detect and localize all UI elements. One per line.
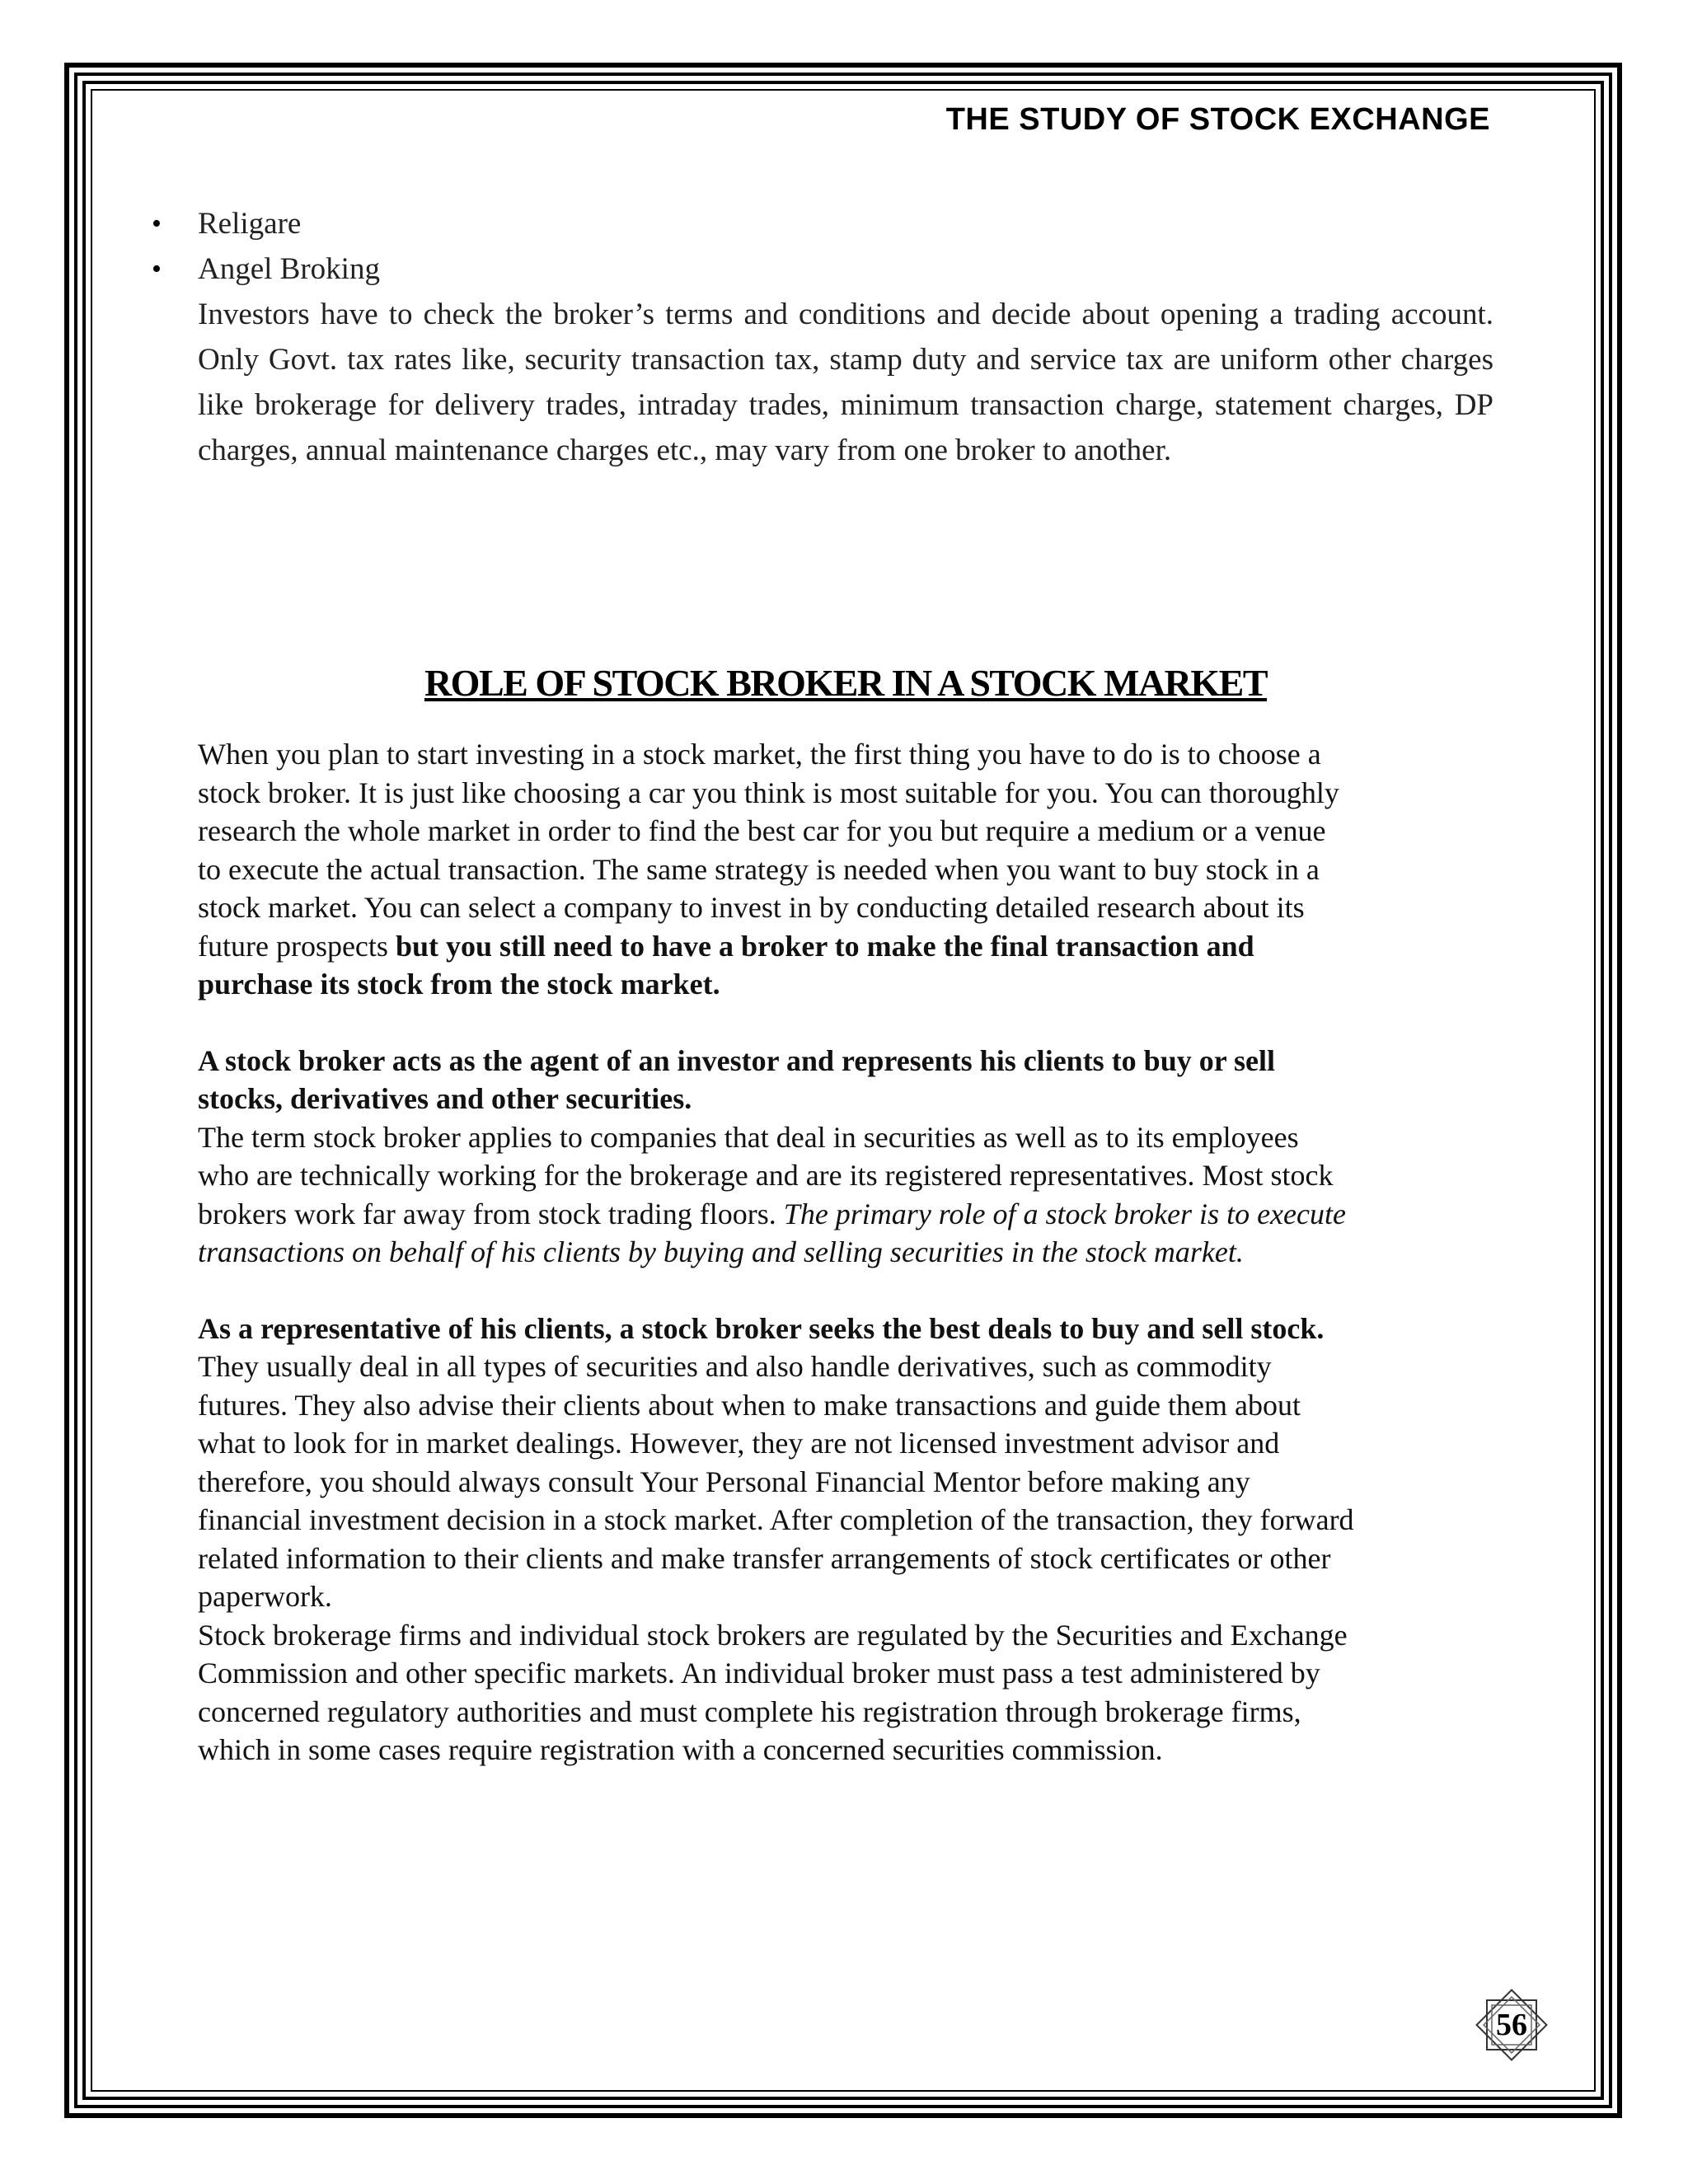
text-span: brokers work far away from stock trading floors. xyxy=(198,1197,784,1230)
bold-text: but you still need to have a broker to make the final transaction and xyxy=(395,929,1254,963)
paragraph-gap xyxy=(198,1004,1517,1042)
text-line xyxy=(198,1042,1517,1080)
intro-paragraph: Investors have to check the broker’s terms and conditions and decide about opening a trading account. Only Govt. tax rates like, security transaction tax, stamp duty and service tax are uniform other charges like brokerage for delivery trades, intraday trades, minimum transaction charge, statement charges, DP charges, annual maintenance charges etc., may vary from one broker to another. xyxy=(198,298,1493,467)
text-line: Stock brokerage firms and individual stock brokers are regulated by the Securities and Exchange xyxy=(198,1618,1348,1652)
text-line xyxy=(198,1233,1517,1272)
text-line: concerned regulatory authorities and must complete his registration through brokerage firms, xyxy=(198,1694,1301,1728)
text-line xyxy=(198,965,1517,1004)
intro-block xyxy=(198,201,1493,473)
text-line: The term stock broker applies to companies that deal in securities as well as to its employees xyxy=(198,1120,1299,1154)
bold-text: As a representative of his clients, a stock broker seeks the best deals to buy and sell stock. xyxy=(198,1311,1325,1345)
text-line xyxy=(198,927,1517,966)
bold-text: A stock broker acts as the agent of an investor and represents his clients to buy or sell xyxy=(198,1043,1276,1077)
section-heading: ROLE OF STOCK BROKER IN A STOCK MARKET xyxy=(424,662,1268,704)
text-line: research the whole market in order to find the best car for you but require a medium or a venue xyxy=(198,814,1326,847)
text-line: When you plan to start investing in a stock market, the first thing you have to do is to choose a xyxy=(198,738,1321,771)
broker-list xyxy=(198,201,1493,292)
list-item: • Angel Broking xyxy=(198,246,1493,292)
text-line: stock market. You can select a company to invest in by conducting detailed research about its xyxy=(198,891,1305,924)
bold-text: stocks, derivatives and other securities. xyxy=(198,1082,692,1115)
text-line: They usually deal in all types of securities and also handle derivatives, such as commodity xyxy=(198,1350,1272,1383)
text-line: Commission and other specific markets. An individual broker must pass a test administered by xyxy=(198,1657,1320,1690)
italic-text: transactions on behalf of his clients by buying and selling securities in the stock market. xyxy=(198,1235,1244,1268)
text-line: related information to their clients and make transfer arrangements of stock certificates or other xyxy=(198,1541,1331,1575)
page-number: 56 xyxy=(1496,2008,1527,2042)
text-line: financial investment decision in a stock market. After completion of the transaction, they forward xyxy=(198,1503,1354,1536)
text-line: to execute the actual transaction. The same strategy is needed when you want to buy stock in a xyxy=(198,852,1320,886)
text-line xyxy=(198,1310,1517,1348)
text-line xyxy=(198,1080,1517,1118)
text-line: who are technically working for the brokerage and are its registered representatives. Most stock xyxy=(198,1159,1334,1192)
italic-text: The primary role of a stock broker is to execute xyxy=(783,1197,1346,1230)
text-line: paperwork. xyxy=(198,1580,332,1613)
text-line: stock broker. It is just like choosing a car you think is most suitable for you. You can thoroughly xyxy=(198,776,1339,809)
list-item: • Religare xyxy=(198,201,1493,246)
section-body xyxy=(198,735,1517,1769)
running-header: THE STUDY OF STOCK EXCHANGE xyxy=(945,102,1490,137)
text-line xyxy=(198,1195,1517,1234)
paragraph-gap xyxy=(198,1272,1517,1310)
text-line: therefore, you should always consult Your Personal Financial Mentor before making any xyxy=(198,1465,1250,1498)
text-line: futures. They also advise their clients about when to make transactions and guide them about xyxy=(198,1388,1301,1422)
bold-text: purchase its stock from the stock market. xyxy=(198,968,720,1001)
text-line: what to look for in market dealings. However, they are not licensed investment advisor and xyxy=(198,1427,1280,1460)
text-span: future prospects xyxy=(198,929,396,963)
text-line: which in some cases require registration with a concerned securities commission. xyxy=(198,1733,1163,1766)
